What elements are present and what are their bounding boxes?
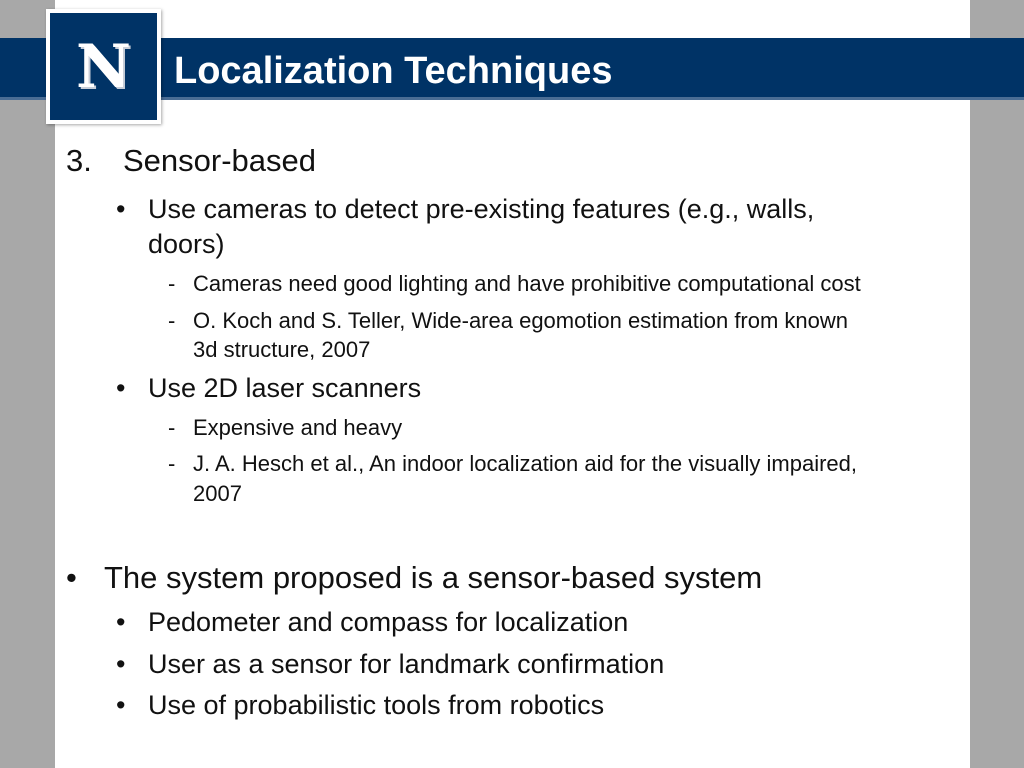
bullet-text-continued: doors) [148, 229, 225, 259]
bullet-text: The system proposed is a sensor-based system [104, 560, 763, 595]
slide-title: Localization Techniques [174, 50, 613, 92]
bullet-marker: • [66, 560, 77, 595]
dash-marker: - [168, 308, 176, 333]
bullet-text: Use 2D laser scanners [148, 373, 422, 403]
bullet-text: Use cameras to detect pre-existing features (e.g., walls, [148, 194, 815, 224]
bullet-text: Pedometer and compass for localization [148, 607, 629, 637]
item-heading: Sensor-based [123, 143, 317, 178]
sub-bullet-text: Cameras need good lighting and have prohibitive computational cost [193, 271, 861, 296]
bullet-text: Use of probabilistic tools from robotics [148, 690, 605, 720]
bullet-marker: • [116, 373, 126, 403]
sub-bullet-text: O. Koch and S. Teller, Wide-area egomotion estimation from known [193, 308, 849, 333]
bullet-marker: • [116, 649, 126, 679]
dash-marker: - [168, 451, 176, 476]
bullet-marker: • [116, 194, 126, 224]
dash-marker: - [168, 271, 176, 296]
sub-bullet-text-continued: 2007 [193, 481, 242, 506]
item-number: 3. [66, 143, 92, 178]
sub-bullet-text: J. A. Hesch et al., An indoor localization aid for the visually impaired, [193, 451, 858, 476]
logo-letter: N [76, 31, 131, 102]
bullet-text: User as a sensor for landmark confirmation [148, 649, 665, 679]
bullet-marker: • [116, 690, 126, 720]
dash-marker: - [168, 415, 176, 440]
bullet-marker: • [116, 607, 126, 637]
sub-bullet-text-continued: 3d structure, 2007 [193, 337, 371, 362]
sub-bullet-text: Expensive and heavy [193, 415, 403, 440]
